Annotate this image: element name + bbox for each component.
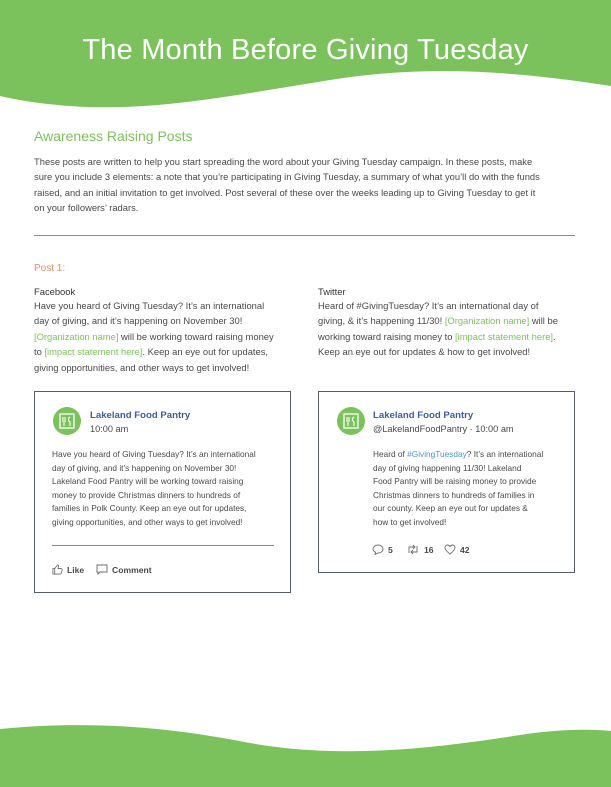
post-label: Post 1:	[34, 263, 66, 274]
like-button[interactable]: Like	[52, 564, 84, 575]
intro-paragraph: These posts are written to help you start spreading the word about your Giving Tuesday campaign. In these posts, make sure you include 3 elements: a note that you’re participating in Giving Tuesday, a summary of what you’ll do with the funds raised, and an initial invitation to get involved. Post several of these over the weeks leading up to Giving Tuesday to get it on your followers’ radars.	[34, 156, 540, 214]
like-heart-button[interactable]: 42	[444, 544, 470, 555]
twitter-handle-time: @LakelandFoodPantry · 10:00 am	[373, 424, 514, 434]
facebook-post-text: Have you heard of Giving Tuesday? It’s an international day of giving, and it’s happening on November 30! [Organization name] will be working toward raising money to [impact statement here]. Keep an eye out for updates, giving opportunities, and other ways to get involved!	[34, 300, 274, 373]
food-pantry-logo-icon	[59, 413, 75, 429]
facebook-heading: Facebook	[34, 286, 76, 297]
comment-icon	[96, 564, 108, 575]
section-title: Awareness Raising Posts	[34, 128, 193, 144]
reply-icon	[372, 544, 384, 555]
facebook-post-time: 10:00 am	[90, 424, 129, 434]
facebook-card-text: Have you heard of Giving Tuesday? It’s an international day of giving, and it’s happening on November 30! Lakeland Food Pantry will be working toward raising money to provide Christmas dinners to hundreds of families in Polk County. Keep an eye out for updates, giving opportunities, and other ways to get involved!	[52, 449, 256, 527]
twitter-post-card	[318, 391, 575, 573]
retweet-icon	[406, 544, 420, 555]
facebook-post-card	[34, 391, 291, 593]
twitter-post-text: Heard of #GivingTuesday? It’s an international day of giving, & it’s happening 11/30! [Organization name] will be working toward raising money to [impact statement here]. Keep an eye out for updates & how to get involved!	[318, 300, 558, 358]
retweet-button[interactable]: 16	[406, 544, 434, 555]
facebook-org-name[interactable]: Lakeland Food Pantry	[90, 410, 191, 421]
facebook-card-divider	[52, 545, 274, 546]
footer-banner	[0, 715, 611, 787]
twitter-card-text: Heard of #GivingTuesday? It’s an international day of giving happening 11/30! Lakeland Food Pantry will be raising money to provide Christmas dinners to hundreds of families in our county. Keep an eye out for updates & how to get involved!	[373, 449, 544, 527]
page-title: The Month Before Giving Tuesday	[82, 34, 529, 66]
reply-button[interactable]: 5	[372, 544, 393, 555]
comment-button[interactable]: Comment	[96, 564, 152, 575]
section-divider	[34, 235, 575, 236]
pantry-avatar	[337, 407, 365, 435]
thumbs-up-icon	[52, 564, 63, 575]
food-pantry-logo-icon	[343, 413, 359, 429]
heart-icon	[444, 544, 456, 555]
twitter-org-name[interactable]: Lakeland Food Pantry	[373, 410, 474, 421]
hashtag-link[interactable]: #GivingTuesday	[407, 449, 467, 459]
twitter-heading: Twitter	[318, 286, 346, 297]
pantry-avatar	[53, 407, 81, 435]
